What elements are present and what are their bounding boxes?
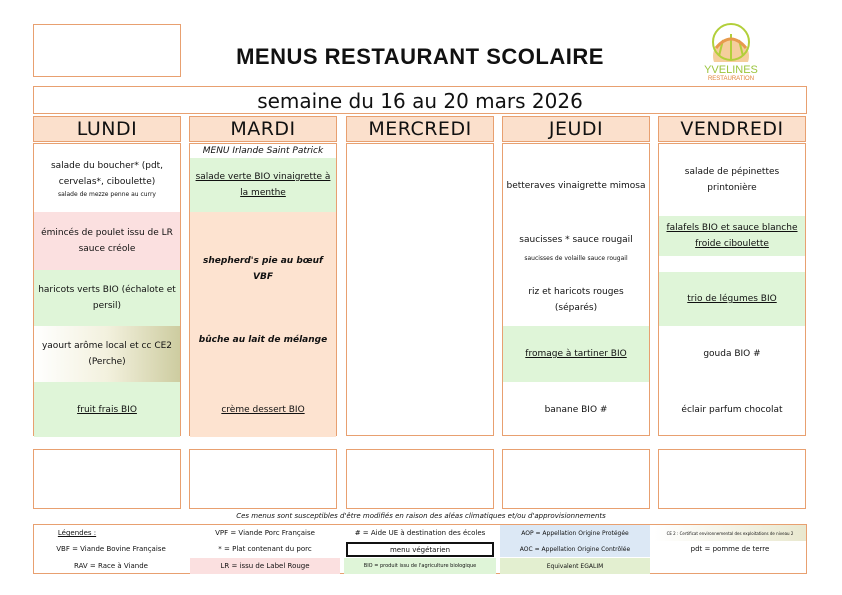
jeudi-laitage xyxy=(503,326,649,382)
logo-line-1: YVELINES xyxy=(704,64,758,76)
column-mercredi xyxy=(346,143,494,436)
column-mardi xyxy=(189,143,337,436)
jeudi-plat xyxy=(503,219,649,275)
jeudi-plat-text: saucisses * sauce rougail xyxy=(519,234,633,245)
column-jeudi xyxy=(502,143,650,436)
legend-vpf: VPF = Viande Porc Française xyxy=(215,529,315,537)
lundi-garniture xyxy=(34,270,180,326)
mardi-dessert-text: crème dessert BIO xyxy=(221,404,305,415)
mardi-plat-text: shepherd's pie au bœuf VBF xyxy=(203,256,323,282)
mardi-dessert xyxy=(190,382,336,437)
legend-vbf: VBF = Viande Bovine Française xyxy=(56,545,166,553)
vendredi-dessert xyxy=(659,382,805,437)
vendredi-garniture xyxy=(659,272,805,326)
jeudi-entree xyxy=(503,144,649,228)
legend-lr: LR = issu de Label Rouge xyxy=(190,558,340,574)
lundi-plat-text: émincés de poulet issu de LR sauce créole xyxy=(41,228,173,254)
legend-egalim: Equivalent EGALIM xyxy=(500,558,650,574)
logo xyxy=(702,20,760,80)
jeudi-dessert-text: banane BIO # xyxy=(544,404,608,415)
day-header-jeudi: JEUDI xyxy=(502,116,650,142)
jeudi-garniture xyxy=(503,274,649,326)
jeudi-dessert xyxy=(503,382,649,437)
vendredi-plat-text: falafels BIO et sauce blanche froide ciboulette xyxy=(666,223,798,249)
lundi-laitage-text: yaourt arôme local et cc CE2 (Perche) xyxy=(41,341,173,367)
legend-pdt: pdt = pomme de terre xyxy=(690,545,770,553)
lundi-dessert-text: fruit frais BIO xyxy=(77,404,137,415)
day-header-vendredi: VENDREDI xyxy=(658,116,806,142)
disclaimer-note: Ces menus sont susceptibles d'être modifiés en raison des aléas climatiques et/ou d'approvisionnements xyxy=(236,512,606,520)
legend-aoc: AOC = Appellation Origine Contrôlée xyxy=(500,541,650,557)
mardi-plat xyxy=(190,212,336,326)
lundi-laitage xyxy=(34,326,180,382)
mardi-entree xyxy=(190,158,336,212)
vendredi-entree-text: salade de pépinettes printonière xyxy=(684,167,780,193)
extra-box-vendredi xyxy=(658,449,806,509)
vendredi-laitage-text: gouda BIO # xyxy=(703,349,761,359)
legend-porc: * = Plat contenant du porc xyxy=(218,545,312,553)
jeudi-plat-alt: saucisses de volaille sauce rougail xyxy=(524,254,628,262)
lundi-plat xyxy=(34,212,180,270)
lundi-entree-text: salade du boucher* (pdt, cervelas*, ciboulette) xyxy=(50,160,164,187)
logo-emblem-icon xyxy=(702,20,760,66)
mardi-laitage-text: bûche au lait de mélange xyxy=(198,335,328,345)
lundi-garniture-text: haricots verts BIO (échalote et persil) xyxy=(38,285,176,311)
extra-box-mercredi xyxy=(346,449,494,509)
mardi-entree-text: salade verte BIO vinaigrette à la menthe xyxy=(195,172,331,198)
column-lundi xyxy=(33,143,181,436)
legend xyxy=(33,524,807,574)
week-banner: semaine du 16 au 20 mars 2026 xyxy=(33,86,807,114)
legend-bio: BIO = produit issu de l'agriculture biologique xyxy=(344,558,496,574)
lundi-entree-alt: salade de mezze penne au curry xyxy=(58,190,156,198)
vendredi-entree xyxy=(659,144,805,216)
legend-title: Légendes : xyxy=(57,529,97,537)
vendredi-laitage xyxy=(659,326,805,382)
mardi-theme-text: MENU Irlande Saint Patrick xyxy=(202,146,324,156)
jeudi-entree-text: betteraves vinaigrette mimosa xyxy=(506,181,646,191)
lundi-entree xyxy=(34,144,180,212)
jeudi-garniture-text: riz et haricots rouges (séparés) xyxy=(528,287,624,313)
header-left-box xyxy=(33,24,181,77)
day-header-lundi: LUNDI xyxy=(33,116,181,142)
legend-vege: menu végétarien xyxy=(346,542,494,557)
legend-aide: # = Aide UE à destination des écoles xyxy=(354,529,486,537)
legend-aop: AOP = Appellation Origine Protégée xyxy=(500,525,650,541)
mardi-laitage xyxy=(190,326,336,382)
column-vendredi xyxy=(658,143,806,436)
vendredi-dessert-text: éclair parfum chocolat xyxy=(681,404,783,415)
vendredi-plat xyxy=(659,216,805,256)
legend-ce2: CE 2 : Certificat environnemental des exploitations de niveau 2 xyxy=(654,525,806,541)
day-header-mardi: MARDI xyxy=(189,116,337,142)
day-header-mercredi: MERCREDI xyxy=(346,116,494,142)
mardi-theme xyxy=(190,144,336,158)
extra-box-jeudi xyxy=(502,449,650,509)
extra-box-mardi xyxy=(189,449,337,509)
lundi-dessert xyxy=(34,382,180,437)
logo-line-2: RESTAURATION xyxy=(707,76,755,82)
jeudi-laitage-text: fromage à tartiner BIO xyxy=(525,349,627,359)
page-title: MENUS RESTAURANT SCOLAIRE xyxy=(236,44,604,69)
extra-box-lundi xyxy=(33,449,181,509)
vendredi-garniture-text: trio de légumes BIO xyxy=(687,294,777,304)
legend-rav: RAV = Race à Viande xyxy=(74,562,148,570)
